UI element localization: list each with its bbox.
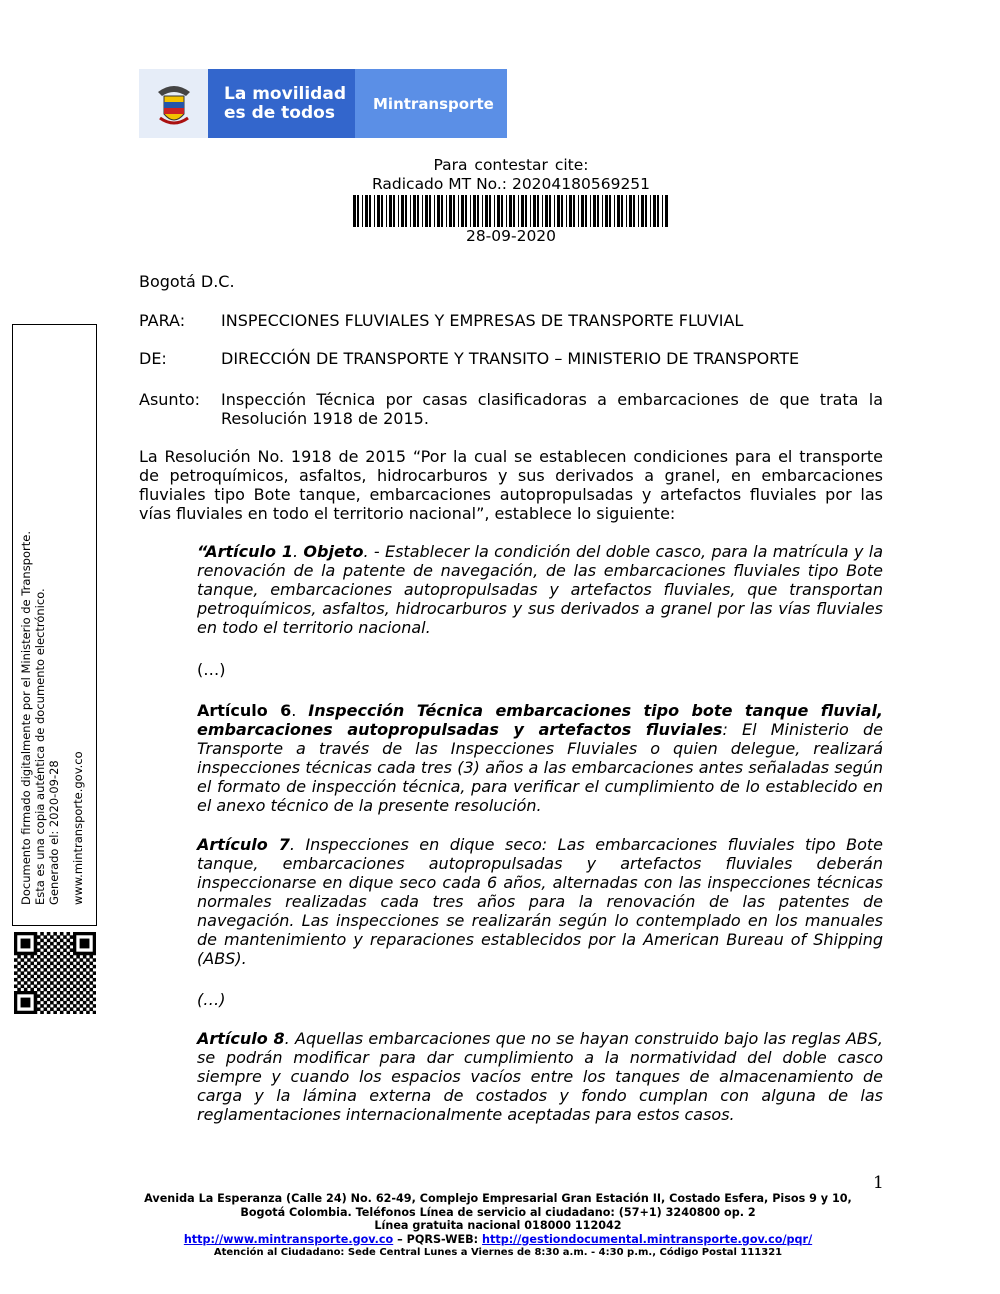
intro-paragraph: La Resolución No. 1918 de 2015 “Por la cual se establecen condiciones para el transporte de petroquímicos, asfaltos, hidrocarburos y sus derivados a granel, en embarcaciones fluviales tipo Bote tanque, embarcaciones autopropulsadas y artefactos fluviales por las vías fluviales en todo el territorio nacional”, establece lo siguiente: bbox=[139, 447, 883, 523]
page-number: 1 bbox=[873, 1173, 884, 1193]
article-1 bbox=[197, 542, 883, 637]
article-1-title: Objeto bbox=[303, 542, 364, 561]
cite-label: Para contestar cite: bbox=[433, 156, 589, 174]
article-8-heading: Artículo 8 bbox=[197, 1029, 285, 1048]
coat-of-arms-logo bbox=[139, 69, 208, 138]
header-banner bbox=[139, 69, 507, 138]
ellipsis-1: (…) bbox=[197, 660, 226, 679]
barcode-image bbox=[353, 195, 669, 227]
article-6-body: : El Ministerio de Transporte a través de las Inspecciones Fluviales o quien delegue, realizará inspecciones técnicas cada tres (3) años a las embarcaciones antes señaladas según el formato de inspección técnica, para verificar el cumplimiento de lo establecido en el anexo técnico de la presente resolución. bbox=[197, 720, 883, 815]
website-link[interactable]: http://www.mintransporte.gov.co bbox=[183, 1232, 394, 1246]
slogan-line-2: es de todos bbox=[224, 102, 335, 123]
article-7-body: . Inspecciones en dique seco: Las embarcaciones fluviales tipo Bote tanque, embarcaciones autopropulsadas y artefactos fluviales deberán inspeccionarse en dique seco cada 6 años, alternadas con las inspecciones técnicas normales realizadas cada tres años para la renovación de las patentes de navegación. Las inspecciones se realizarán según lo contemplado en los manuales de mantenimiento y reparaciones establecidos por la American Bureau of Shipping (ABS). bbox=[197, 835, 883, 968]
article-1-body: . - Establecer la condición del doble casco, para la matrícula y la renovación de la patente de navegación, de las embarcaciones fluviales tipo Bote tanque, embarcaciones autopropulsadas y artefactos fluviales, que transportan petroquímicos, asfaltos, hidrocarburos y sus derivados a granel por las vías fluviales en todo el territorio nacional. bbox=[197, 542, 884, 637]
article-6-heading: Artículo 6 bbox=[197, 701, 292, 720]
pqrs-link[interactable]: http://gestiondocumental.mintransporte.gov.co/pqr/ bbox=[482, 1232, 813, 1246]
article-7-heading: Artículo 7 bbox=[197, 835, 290, 854]
footer-address: Avenida La Esperanza (Calle 24) No. 62-49, Complejo Empresarial Gran Estación II, Costado Esfera, Pisos 9 y 10, Bogotá Colombia. Teléfonos Línea de servicio al ciudadano: (57+1) 3240800 op. 2 bbox=[144, 1192, 852, 1219]
de-label: DE: bbox=[139, 349, 167, 368]
asunto-label: Asunto: bbox=[139, 390, 201, 409]
asunto-value: Inspección Técnica por casas clasificadoras a embarcaciones de que trata la Resolución 1918 de 2015. bbox=[221, 390, 883, 428]
cite-block bbox=[340, 156, 682, 246]
article-8 bbox=[197, 1029, 883, 1124]
footer-links bbox=[140, 1233, 856, 1247]
article-7 bbox=[197, 835, 883, 968]
article-6-title: Inspección Técnica embarcaciones tipo bote tanque fluvial, embarcaciones autopropulsadas y artefactos fluviales bbox=[197, 701, 883, 739]
article-6 bbox=[197, 701, 883, 815]
radicado-number: Radicado MT No.: 20204180569251 bbox=[371, 175, 651, 193]
article-1-sep: . bbox=[292, 542, 304, 561]
de-value: DIRECCIÓN DE TRANSPORTE Y TRANSITO – MINISTERIO DE TRANSPORTE bbox=[221, 349, 800, 368]
article-6-sep: . bbox=[291, 701, 309, 720]
footer-link-separator: – PQRS-WEB: bbox=[393, 1232, 483, 1246]
slogan-line-1: La movilidad bbox=[224, 83, 346, 104]
sidebar-line-3: Generado el: 2020-09-28 bbox=[47, 760, 61, 905]
article-8-body: . Aquellas embarcaciones que no se hayan construido bajo las reglas ABS, se podrán modificar para dar cumplimiento a la normatividad del doble casco siempre y cuando los espacios vacíos entre los tanques de almacenamiento de carga y la lámina externa de costados y fondo cumplan con alguna de las reglamentaciones internacionalmente aceptadas para estos casos. bbox=[197, 1029, 883, 1124]
footer-toll-free: Línea gratuita nacional 018000 112042 bbox=[374, 1219, 622, 1232]
city: Bogotá D.C. bbox=[139, 272, 235, 291]
ellipsis-2: (…) bbox=[197, 990, 226, 1009]
qr-code-image bbox=[14, 932, 96, 1014]
footer bbox=[140, 1192, 856, 1260]
para-value: INSPECCIONES FLUVIALES Y EMPRESAS DE TRANSPORTE FLUVIAL bbox=[221, 311, 744, 330]
slogan bbox=[208, 69, 355, 138]
sidebar-line-1: Documento firmado digitalmente por el Ministerio de Transporte. bbox=[19, 531, 33, 905]
para-label: PARA: bbox=[139, 311, 186, 330]
sidebar-line-2: Esta es una copia auténtica de documento electrónico. bbox=[33, 588, 47, 905]
digital-signature-sidebar bbox=[12, 324, 97, 926]
cite-date: 28-09-2020 bbox=[465, 227, 557, 245]
brand-name: Mintransporte bbox=[355, 69, 507, 138]
footer-hours: Atención al Ciudadano: Sede Central Lunes a Viernes de 8:30 a.m. - 4:30 p.m., Código Postal 111321 bbox=[213, 1247, 783, 1258]
sidebar-line-4: www.mintransporte.gov.co bbox=[71, 751, 85, 905]
article-1-heading: “Artículo 1 bbox=[197, 542, 293, 561]
